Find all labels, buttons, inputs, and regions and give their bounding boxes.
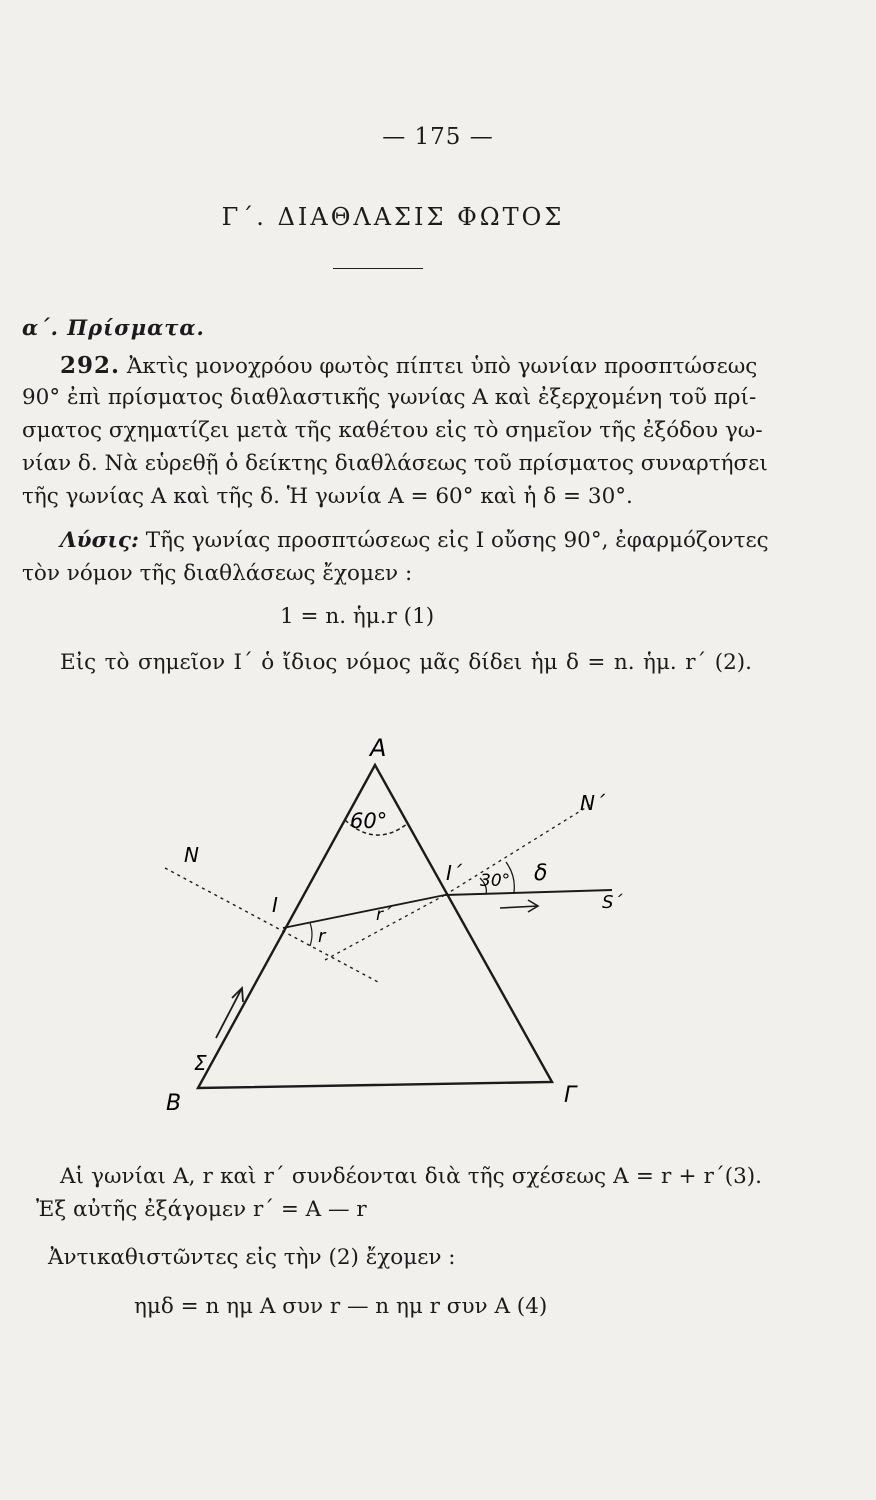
equation-4: ημδ = n ημ Α συν r — n ημ r συν Α (4) <box>134 1294 548 1319</box>
problem-number: 292. <box>60 352 121 379</box>
normal-at-entry <box>165 868 378 982</box>
normal-at-exit <box>445 805 590 895</box>
problem-line-3: σματος σχηματίζει μετὰ τῆς καθέτου εἰς τὸ σημεῖον τῆς ἐξόδου γω- <box>22 418 763 443</box>
equation-1: 1 = n. ἡμ.r (1) <box>280 604 435 629</box>
label-angle-r: r <box>318 926 326 947</box>
solution-line-1 <box>60 528 769 553</box>
solution-line-6: Ἀντικαθιστῶντες εἰς τὴν (2) ἔχομεν : <box>48 1245 456 1270</box>
label-angle-r-prime: r΄ <box>376 905 392 925</box>
solution-line-3: Εἰς τὸ σημεῖον Ι΄ ὁ ἴδιος νόμος μᾶς δίδει ἡμ δ = n. ἡμ. r΄ (2). <box>60 650 752 675</box>
label-ray-source: Σ <box>194 1051 207 1075</box>
problem-line-2: 90° ἐπὶ πρίσματος διαθλαστικῆς γωνίας Α καὶ ἐξερχομένη τοῦ πρί- <box>22 385 757 410</box>
label-normal-exit: N΄ <box>580 791 605 815</box>
angle-r-arc <box>310 923 312 946</box>
solution-line-4: Αἱ γωνίαι Α, r καὶ r΄ συνδέονται διὰ τῆς σχέσεως Α = r + r΄(3). <box>60 1164 762 1189</box>
problem-line-4: νίαν δ. Νὰ εὑρεθῇ ὁ δείκτης διαθλάσεως τοῦ πρίσματος συναρτήσει <box>22 451 768 476</box>
chapter-title: Γ΄. ΔΙΑΘΛΑΣΙΣ ΦΩΤΟΣ <box>221 203 565 231</box>
solution-label: Λύσις: <box>60 528 139 553</box>
refracted-ray <box>283 895 445 928</box>
problem-text-1: Ἀκτὶς μονοχρόου φωτὸς πίπτει ὑπὸ γωνίαν προσπτώσεως <box>126 354 758 379</box>
label-angle-delta: δ <box>534 861 548 886</box>
label-normal-entry: N <box>184 843 199 867</box>
emergent-arrow <box>500 906 538 908</box>
title-rule <box>333 268 423 269</box>
label-vertex-b: B <box>166 1091 182 1116</box>
label-exit-point: I΄ <box>446 861 462 885</box>
solution-line-2: τὸν νόμον τῆς διαθλάσεως ἔχομεν : <box>22 561 413 586</box>
page-number: — 175 — <box>382 124 494 150</box>
solution-line-5: Ἐξ αὐτῆς ἐξάγομεν r΄ = Α — r <box>36 1197 367 1222</box>
prism-diagram <box>150 720 640 1120</box>
label-apex-angle: 60° <box>350 809 388 833</box>
label-angle-30: 30° <box>480 871 511 891</box>
solution-text-1: Τῆς γωνίας προσπτώσεως εἰς Ι οὔσης 90°, ἐφαρμόζοντες <box>145 528 769 553</box>
label-apex: A <box>370 734 387 762</box>
label-vertex-gamma: Γ <box>564 1083 577 1108</box>
emergent-ray <box>445 890 612 895</box>
label-entry-point: I <box>272 893 278 917</box>
label-outgoing-ray: S΄ <box>602 892 623 913</box>
problem-line-1 <box>60 352 758 379</box>
section-title: α΄. Πρίσματα. <box>22 315 205 340</box>
problem-line-5: τῆς γωνίας Α καὶ τῆς δ. Ἡ γωνία Α = 60° καὶ ἡ δ = 30°. <box>22 484 633 509</box>
